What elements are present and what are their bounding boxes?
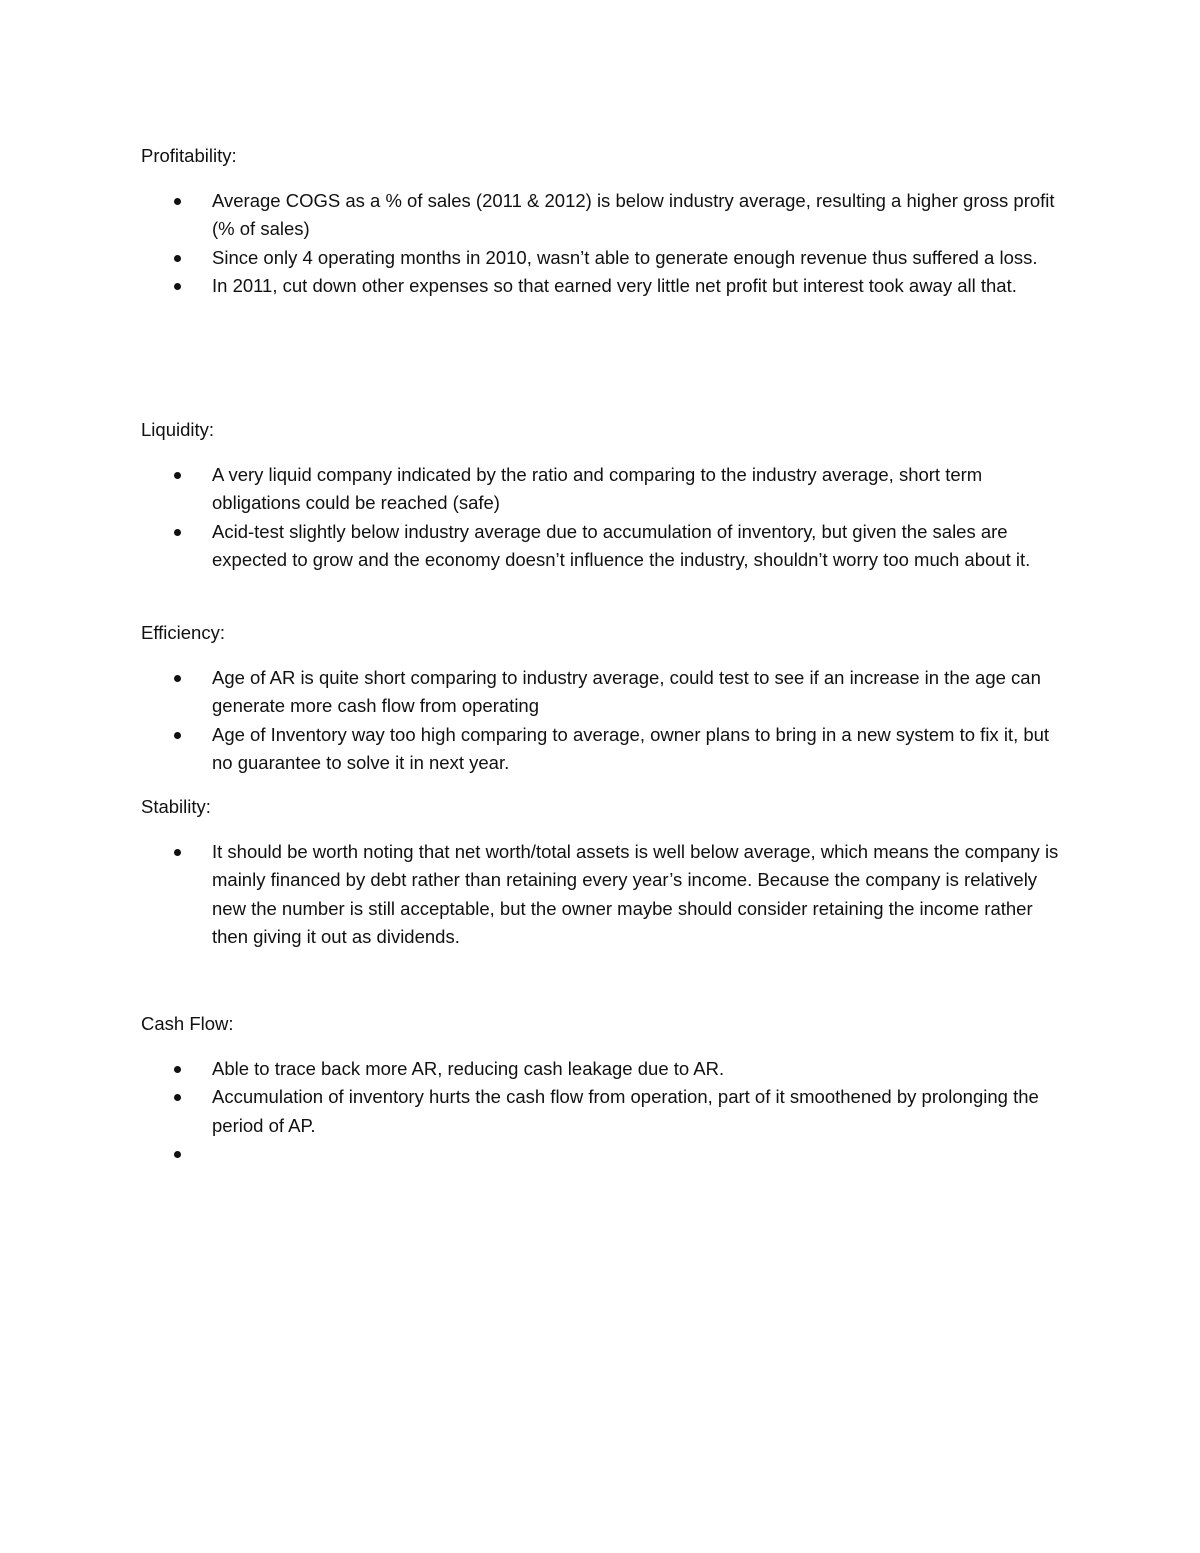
list-item-text: A very liquid company indicated by the ratio and comparing to the industry average, short term obligations could be reached (safe): [212, 463, 983, 513]
bullet-icon: [174, 255, 181, 262]
bullet-icon: [174, 283, 181, 290]
section-efficiency: [141, 619, 1071, 778]
bullet-list: [141, 461, 1071, 575]
section-heading: Stability:: [141, 796, 211, 817]
list-item-text: Average COGS as a % of sales (2011 & 2012) is below industry average, resulting a higher gross profit (% of sales): [212, 189, 1055, 239]
bullet-icon: [174, 849, 181, 856]
list-item: [141, 272, 1071, 301]
list-item-text: In 2011, cut down other expenses so that earned very little net profit but interest took away all that.: [212, 275, 1017, 296]
bullet-list: [141, 838, 1071, 952]
list-item: [141, 721, 1071, 778]
bullet-icon: [174, 472, 181, 479]
bullet-icon: [174, 675, 181, 682]
list-item-text: Accumulation of inventory hurts the cash flow from operation, part of it smoothened by prolonging the period of AP.: [212, 1086, 1039, 1136]
section-cash-flow: [141, 1010, 1071, 1169]
bullet-list: [141, 664, 1071, 778]
section-heading: Liquidity:: [141, 419, 215, 440]
list-item: [141, 244, 1071, 273]
list-item: [141, 1055, 1071, 1084]
bullet-list: [141, 1055, 1071, 1169]
bullet-icon: [174, 1094, 181, 1101]
bullet-icon: [174, 198, 181, 205]
list-item-text: Acid-test slightly below industry average due to accumulation of inventory, but given the sales are expected to grow and the economy doesn’t influence the industry, shouldn’t worry too much about it.: [212, 520, 1031, 570]
list-item-text: Able to trace back more AR, reducing cash leakage due to AR.: [212, 1057, 725, 1079]
list-item-text: It should be worth noting that net worth/total assets is well below average, which means the company is mainly financed by debt rather than retaining every year’s income. Because the company is relatively new the number is still acceptable, but the owner maybe should consider retaining the income rather then giving it out as dividends.: [212, 840, 1059, 947]
list-item: [141, 838, 1071, 952]
bullet-list: [141, 187, 1071, 301]
section-profitability: [141, 142, 1071, 301]
section-stability: [141, 793, 1071, 952]
list-item: [141, 1140, 1071, 1169]
bullet-icon: [174, 732, 181, 739]
bullet-icon: [174, 529, 181, 536]
bullet-icon: [174, 1151, 181, 1158]
section-heading: Efficiency:: [141, 622, 225, 643]
section-liquidity: [141, 416, 1071, 575]
list-item: [141, 664, 1071, 721]
list-item-text: Age of AR is quite short comparing to industry average, could test to see if an increase in the age can generate more cash flow from operating: [212, 666, 1041, 716]
section-heading: Profitability:: [141, 145, 237, 166]
list-item: [141, 518, 1071, 575]
bullet-icon: [174, 1066, 181, 1073]
list-item: [141, 187, 1071, 244]
list-item: [141, 461, 1071, 518]
list-item-text: Since only 4 operating months in 2010, wasn’t able to generate enough revenue thus suffered a loss.: [212, 246, 1038, 268]
list-item: [141, 1083, 1071, 1140]
list-item-text: Age of Inventory way too high comparing to average, owner plans to bring in a new system to fix it, but no guarantee to solve it in next year.: [212, 723, 1050, 773]
section-heading: Cash Flow:: [141, 1013, 234, 1034]
